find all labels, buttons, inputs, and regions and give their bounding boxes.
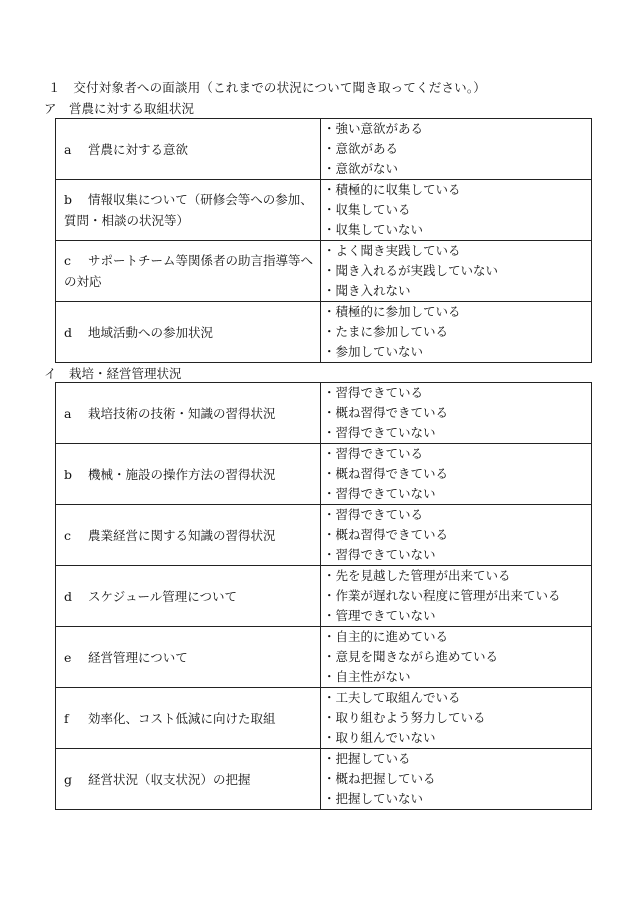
item-cell <box>56 627 321 688</box>
options-cell <box>321 241 592 302</box>
item-label: 地域活動への参加状況 <box>88 324 214 340</box>
option-text: ・収集している <box>323 202 411 217</box>
item-label: 機械・施設の操作方法の習得状況 <box>88 466 276 482</box>
option-text: ・習得できていない <box>323 547 436 562</box>
options-cell <box>321 627 592 688</box>
option-text: ・先を見越した管理が出来ている <box>323 568 511 583</box>
table-row <box>56 505 592 566</box>
table-row <box>56 302 592 363</box>
item-cell <box>56 180 321 241</box>
option-text: ・習得できている <box>323 385 424 400</box>
option-text: ・概ね習得できている <box>323 466 449 481</box>
table-row <box>56 566 592 627</box>
options-cell <box>321 505 592 566</box>
options-cell <box>321 444 592 505</box>
evaluation-table-a <box>55 118 592 363</box>
options-cell <box>321 302 592 363</box>
item-letter: d <box>64 588 73 604</box>
evaluation-table-i <box>55 382 592 810</box>
item-cell <box>56 383 321 444</box>
option-text: ・意見を聞きながら進めている <box>323 649 499 664</box>
item-letter: a <box>64 141 72 157</box>
options-cell <box>321 180 592 241</box>
section-heading-a: ア 営農に対する取組状況 <box>44 101 195 116</box>
options-cell <box>321 383 592 444</box>
page-title: １ 交付対象者への面談用（これまでの状況について聞き取ってください。） <box>48 80 487 95</box>
option-text: ・取り組むよう努力している <box>323 710 486 725</box>
item-label: 経営管理について <box>88 649 188 665</box>
table-row <box>56 241 592 302</box>
option-text: ・把握していない <box>323 791 424 806</box>
table-row <box>56 180 592 241</box>
table-row <box>56 444 592 505</box>
table-row <box>56 383 592 444</box>
option-text: ・習得できていない <box>323 486 436 501</box>
item-label: スケジュール管理について <box>88 588 238 604</box>
section-heading-i: イ 栽培・経営管理状況 <box>44 366 182 381</box>
option-text: ・工夫して取組んでいる <box>323 690 461 705</box>
option-text: ・習得できていない <box>323 425 436 440</box>
item-letter: c <box>64 527 72 543</box>
item-cell <box>56 688 321 749</box>
item-label: 経営状況（収支状況）の把握 <box>88 771 251 787</box>
item-cell <box>56 749 321 810</box>
option-text: ・たまに参加している <box>323 324 449 339</box>
item-letter: g <box>64 771 73 787</box>
item-letter: c <box>64 253 72 268</box>
item-cell <box>56 241 321 302</box>
option-text: ・参加していない <box>323 344 424 359</box>
option-text: ・積極的に参加している <box>323 304 461 319</box>
options-cell <box>321 566 592 627</box>
item-cell <box>56 119 321 180</box>
option-text: ・自主的に進めている <box>323 629 449 644</box>
table-row <box>56 119 592 180</box>
options-cell <box>321 688 592 749</box>
item-label: 効率化、コスト低減に向けた取組 <box>88 710 276 726</box>
item-letter: d <box>64 324 73 340</box>
option-text: ・積極的に収集している <box>323 182 461 197</box>
option-text: ・作業が遅れない程度に管理が出来ている <box>323 588 561 603</box>
item-cell <box>56 302 321 363</box>
item-cell <box>56 566 321 627</box>
option-text: ・把握している <box>323 751 411 766</box>
option-text: ・強い意欲がある <box>323 121 424 136</box>
options-cell <box>321 119 592 180</box>
item-label: サポートチーム等関係者の助言指導等への対応 <box>64 253 314 289</box>
item-letter: f <box>64 710 69 726</box>
item-label: 情報収集について（研修会等への参加、質問・相談の状況等） <box>64 192 313 228</box>
option-text: ・意欲がある <box>323 141 399 156</box>
item-letter: a <box>64 405 72 421</box>
option-text: ・意欲がない <box>323 161 399 176</box>
option-text: ・自主性がない <box>323 669 411 684</box>
option-text: ・取り組んでいない <box>323 730 436 745</box>
item-label: 営農に対する意欲 <box>88 141 189 157</box>
table-row <box>56 749 592 810</box>
option-text: ・聞き入れない <box>323 283 411 298</box>
table-row <box>56 627 592 688</box>
option-text: ・概ね習得できている <box>323 405 449 420</box>
item-cell <box>56 505 321 566</box>
item-letter: e <box>64 649 72 665</box>
option-text: ・管理できていない <box>323 608 436 623</box>
item-letter: b <box>64 466 73 482</box>
table-row <box>56 688 592 749</box>
option-text: ・聞き入れるが実践していない <box>323 263 499 278</box>
option-text: ・よく聞き実践している <box>323 243 461 258</box>
item-label: 農業経営に関する知識の習得状況 <box>88 527 276 543</box>
item-label: 栽培技術の技術・知識の習得状況 <box>88 405 276 421</box>
option-text: ・収集していない <box>323 222 424 237</box>
option-text: ・概ね把握している <box>323 771 436 786</box>
option-text: ・習得できている <box>323 507 424 522</box>
option-text: ・概ね習得できている <box>323 527 449 542</box>
item-letter: b <box>64 192 73 207</box>
item-cell <box>56 444 321 505</box>
option-text: ・習得できている <box>323 446 424 461</box>
options-cell <box>321 749 592 810</box>
